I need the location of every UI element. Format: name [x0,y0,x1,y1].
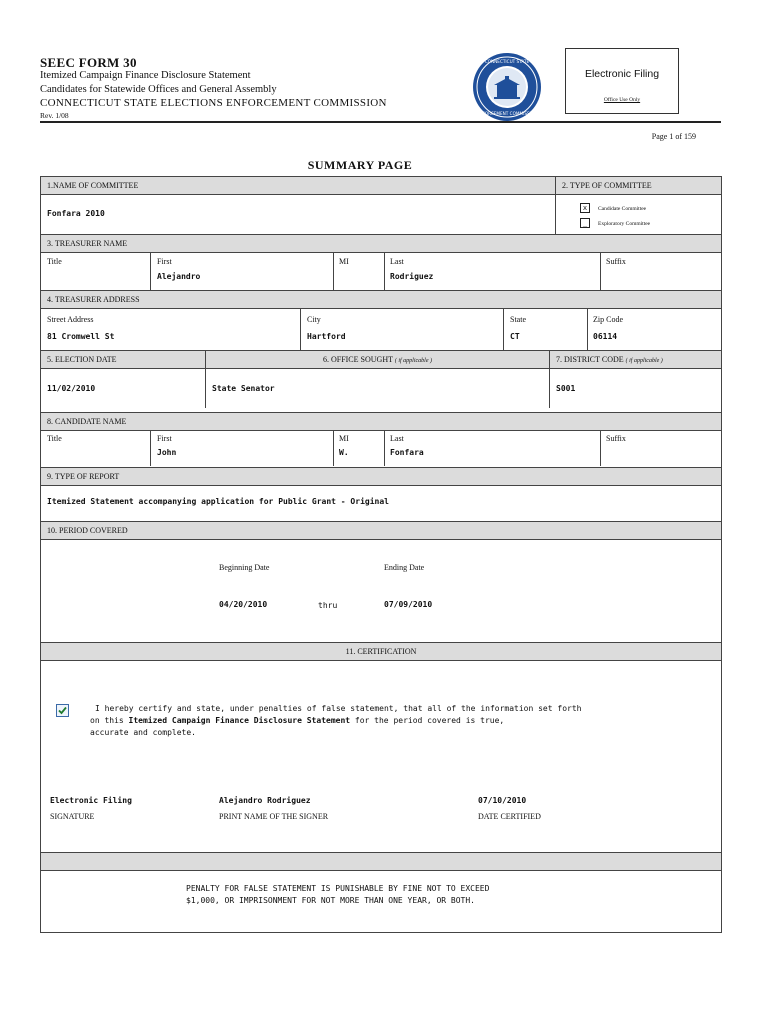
treasurer-first-value: Alejandro [157,272,201,281]
cell-divider [333,430,334,466]
committee-name-value: Fonfara 2010 [47,209,105,218]
state-value: CT [510,332,520,341]
office-use-box [565,48,679,114]
signature-label: SIGNATURE [50,812,95,821]
beginning-date-value: 04/20/2010 [219,600,268,609]
candidate-suffix-label: Suffix [606,434,626,443]
office-sought-value: State Senator [212,384,275,393]
exploratory-committee-label: Exploratory Committee [598,221,651,227]
candidate-first-value: John [157,448,177,457]
candidate-last-value: Fonfara [390,448,424,457]
report-type-header: 9. TYPE OF REPORT [40,467,722,486]
certification-line-1: I hereby certify and state, under penalties of false statement, that all of the information set forth [95,704,582,713]
district-code-header [549,350,722,369]
period-covered-header: 10. PERIOD COVERED [40,521,722,540]
form-title: SEEC FORM 30 [40,55,137,70]
certification-line-2-pre: on this [90,716,129,725]
cell-divider [205,368,206,408]
candidate-mi-label: MI [339,434,349,443]
penalty-line-2: $1,000, OR IMPRISONMENT FOR NOT MORE THAN ONE YEAR, OR BOTH. [186,896,475,905]
cell-divider [600,252,601,290]
report-type-value: Itemized Statement accompanying application for Public Grant - Original [47,497,389,506]
street-label: Street Address [47,315,94,324]
treasurer-name-header: 3. TREASURER NAME [40,234,722,253]
header-divider [40,121,721,123]
form-revision: Rev. 1/08 [40,111,69,120]
cell-divider [600,430,601,466]
candidate-last-label: Last [390,434,404,443]
cell-divider [384,252,385,290]
ending-date-value: 07/09/2010 [384,600,433,609]
certification-line-2 [90,716,504,725]
district-code-header-text: 7. DISTRICT CODE [556,355,624,364]
cell-divider [555,194,556,234]
treasurer-last-value: Rodriguez [390,272,434,281]
election-date-header: 5. ELECTION DATE [40,350,206,369]
candidate-title-label: Title [47,434,62,443]
street-value: 81 Cromwell St [47,332,115,341]
seal-lettering: CONNECTICUT STATE [484,59,530,64]
treasurer-address-header: 4. TREASURER ADDRESS [40,290,722,309]
office-sought-hint: ( if applicable ) [394,358,433,364]
certification-checkbox[interactable] [56,704,69,717]
city-label: City [307,315,321,324]
certification-statement-name: Itemized Campaign Finance Disclosure Statement [128,716,351,725]
certification-line-3: accurate and complete. [90,728,196,737]
seal-lettering-bottom: ENFORCEMENT COMMISSION [476,111,538,116]
state-label: State [510,315,526,324]
treasurer-last-label: Last [390,257,404,266]
candidate-committee-checkbox[interactable]: x [580,203,590,213]
district-code-value: S001 [556,384,576,393]
treasurer-first-label: First [157,257,172,266]
treasurer-mi-label: MI [339,257,349,266]
zip-value: 06114 [593,332,618,341]
certification-header: 11. CERTIFICATION [40,642,722,661]
cell-divider [300,308,301,350]
form-subtitle-2: Candidates for Statewide Offices and General Assembly [40,84,277,95]
cell-divider [549,368,550,408]
cell-divider [150,252,151,290]
office-box-title: Electronic Filing [584,68,660,80]
signer-name-value: Alejandro Rodriguez [219,796,311,805]
commission-name: CONNECTICUT STATE ELECTIONS ENFORCEMENT COMMISSION [40,97,387,109]
district-code-hint: ( if applicable ) [625,358,663,364]
election-date-value: 11/02/2010 [47,384,96,393]
cell-divider [384,430,385,466]
candidate-mi-value: W. [339,448,349,457]
office-sought-header-text: 6. OFFICE SOUGHT [322,355,393,364]
exploratory-committee-checkbox[interactable]: _ [580,218,590,228]
candidate-first-label: First [157,434,172,443]
cell-divider [333,252,334,290]
committee-type-header: 2. TYPE OF COMMITTEE [555,176,722,195]
thru-label: thru [318,601,338,610]
date-certified-label: DATE CERTIFIED [478,812,541,821]
treasurer-suffix-label: Suffix [606,257,626,266]
candidate-name-header: 8. CANDIDATE NAME [40,412,722,431]
cell-divider [503,308,504,350]
committee-name-header: 1.NAME OF COMMITTEE [40,176,556,195]
zip-label: Zip Code [593,315,623,324]
certification-line-2-post: for the period covered is true, [350,716,505,725]
form-subtitle: Itemized Campaign Finance Disclosure Statement [40,70,251,81]
ending-date-label: Ending Date [384,563,425,572]
page-number: Page 1 of 159 [651,132,696,141]
signature-value: Electronic Filing [50,796,132,805]
office-box-note: Office Use Only [603,97,641,103]
cell-divider [150,430,151,466]
candidate-committee-label: Candidate Committee [598,206,647,212]
date-certified-value: 07/10/2010 [478,796,527,805]
page-title: SUMMARY PAGE [307,158,413,172]
commission-seal-icon [472,52,542,122]
beginning-date-label: Beginning Date [219,563,270,572]
city-value: Hartford [307,332,346,341]
penalty-line-1: PENALTY FOR FALSE STATEMENT IS PUNISHABLE BY FINE NOT TO EXCEED [186,884,490,893]
treasurer-title-label: Title [47,257,62,266]
cell-divider [587,308,588,350]
checkmark-icon [57,705,68,716]
signer-name-label: PRINT NAME OF THE SIGNER [219,812,329,821]
blank-header-band [40,852,722,871]
office-sought-header [205,350,550,369]
